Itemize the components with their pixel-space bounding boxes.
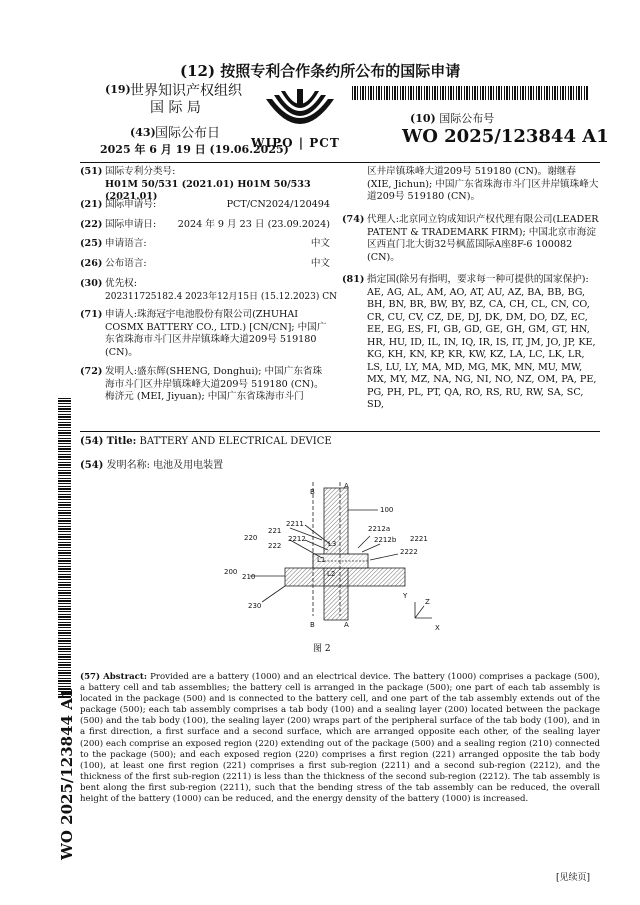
field-label: 申请人: — [105, 309, 138, 320]
abstract — [80, 672, 600, 805]
field-22 — [80, 219, 330, 232]
title-cn-code: (54) — [80, 460, 104, 471]
field-value: 盛东辉(SHENG, Donghui); 中国广东省珠海市斗门区井岸镇珠峰大道209号 519180 (CN)。梅济元 (MEI, Jiyuan); 中国广东省珠海市斗门 — [105, 366, 324, 402]
publication-number: WO 2025/123844 A1 — [402, 126, 609, 147]
abstract-code: (57) — [80, 672, 101, 682]
label-2212a: 2212a — [368, 525, 391, 533]
label-221: 221 — [268, 527, 282, 535]
figure-caption: 图 2 — [313, 644, 331, 654]
field-value: 中文 — [310, 238, 330, 249]
field-label: 国际申请日: — [105, 219, 157, 230]
label-2211: 2211 — [286, 520, 304, 528]
side-publication-number: WO 2025/123844 A1 — [58, 687, 76, 860]
field-label: 国际专利分类号: — [105, 166, 176, 177]
label-2212b: 2212b — [374, 536, 397, 544]
pubno-code: (10) — [410, 112, 436, 125]
field-label: 国际申请号: — [105, 199, 157, 210]
field-value: 中文 — [310, 258, 330, 269]
continued-marker: [见续页] — [556, 873, 591, 883]
label-210: 210 — [242, 573, 256, 581]
label-2221: 2221 — [410, 535, 428, 543]
field-code: (22) — [80, 219, 103, 230]
org-code: (19) — [105, 83, 131, 96]
title-label: Title: — [106, 436, 137, 447]
label-230: 230 — [248, 602, 262, 610]
label-l3: L3 — [328, 540, 337, 548]
field-code: (25) — [80, 238, 103, 249]
field-label: 公布语言: — [105, 258, 147, 269]
field-code: (81) — [342, 274, 365, 285]
pubdate-value: 2025 年 6 月 19 日 (19.06.2025) — [100, 143, 289, 156]
field-label: 代理人: — [367, 214, 400, 225]
header-divider — [80, 162, 600, 163]
field-value: H01M 50/531 (2021.01) H01M 50/533 (2021.01) — [105, 178, 311, 202]
wipo-pct-label: WIPO | PCT — [251, 136, 340, 150]
title-divider — [80, 431, 600, 432]
label-100: 100 — [380, 506, 394, 514]
title-cn-label: 发明名称: — [106, 460, 150, 471]
label-2212: 2212 — [288, 535, 306, 543]
label-b-bot: B — [310, 621, 315, 629]
field-code: (51) — [80, 166, 103, 177]
field-label: 发明人: — [105, 366, 138, 377]
label-222: 222 — [268, 542, 282, 550]
field-81 — [342, 274, 600, 412]
field-value: 2024 年 9 月 23 日 (23.09.2024) — [177, 219, 330, 230]
abstract-text: Provided are a battery (1000) and an electrical device. The battery (1000) comprises a package (500), a battery cell and tab assemblies; the battery cell is arranged in the package (500); one part of each tab assembly is located in the package (500) and is connected to the battery cell, and one part of the tab assembly extends out of the package (500); each tab assembly comprises a tab body (100) and a sealing layer (200) located between the package (500) and the tab body (100), the sealing layer (200) wraps part of the peripheral surface of the tab body (100), and in a first direction, a first surface and a second surface, which are arranged opposite each other, of the sealing layer (200) each comprise an exposed region (220) extending out of the package (500) and a sealing region (210) connected to the package (500); and each exposed region (220) comprises a first region (221) arranged opposite the tab body (100), at least one first region (221) comprises a first sub-region (2211) and a second sub-region (2212), and the thickness of the first sub-region (2211) is less than the thickness of the second sub-region (2212). The tab assembly is bent along the first sub-region (2211), such that the bending stress of the tab assembly can be reduced, the overall height of the battery (1000) can be reduced, and the energy density of the battery (1000) is increased. — [80, 672, 600, 805]
abstract-label: Abstract: — [103, 672, 148, 682]
field-label: 指定国(除另有指明，要求每一种可提供的国家保护): — [367, 274, 589, 285]
document-type: (12) 按照专利合作条约所公布的国际申请 — [180, 62, 461, 80]
pubdate-label: 国际公布日 — [155, 126, 221, 141]
title-cn-value: 电池及用电装置 — [153, 460, 224, 471]
pubno-header — [410, 110, 494, 126]
field-72-cont — [367, 166, 600, 204]
field-value: 区井岸镇珠峰大道209号 519180 (CN)。谢继春 (XIE, Jichun); 中国广东省珠海市斗门区井岸镇珠峰大道209号 519180 (CN)。 — [367, 166, 599, 202]
pubdate-code: (43) — [130, 126, 156, 139]
field-code: (71) — [80, 309, 103, 320]
field-label: 优先权: — [105, 278, 138, 289]
org-sub: 国 际 局 — [150, 100, 201, 116]
field-code: (21) — [80, 199, 103, 210]
field-value: AE, AG, AL, AM, AO, AT, AU, AZ, BA, BB, BG, BH, BN, BR, BW, BY, BZ, CA, CH, CL, CN, CO, CR, CU, CV, CZ, DE, DJ, DK, DM, DO, DZ, EC, EE, EG, ES, FI, GB, GD, GE, GH, GM, GT, HN, HR, HU, ID, IL, IN, IQ, IR, IS, IT, JM, JO, JP, KE, KG, KH, KN, KP, KR, KW, KZ, LA, LC, LK, LR, LS, LU, LY, MA, MD, MG, MK, MN, MU, MW, MX, MY, MZ, NA, NG, NI, NO, NZ, OM, PA, PE, PG, PH, PL, PT, QA, RO, RS, RU, RW, SA, SC, SD, — [367, 286, 597, 410]
field-value: 北京同立钧成知识产权代理有限公司(LEADER PATENT & TRADEMARK FIRM); 中国北京市海淀区西直门北大街32号枫蓝国际A座8F-6 100082 (CN)。 — [367, 214, 599, 263]
title-code: (54) — [80, 436, 104, 447]
label-a-top: A — [344, 482, 349, 490]
axis-x-label: X — [435, 624, 440, 632]
side-barcode — [58, 398, 71, 698]
title-en — [80, 436, 332, 447]
field-code: (30) — [80, 278, 103, 289]
field-code: (72) — [80, 366, 103, 377]
field-71 — [80, 309, 330, 359]
axis-y-label: Y — [403, 592, 408, 600]
axis-z-label: Z — [425, 598, 430, 606]
field-26 — [80, 258, 330, 271]
sealing-region-210 — [285, 568, 405, 586]
org-name: 世界知识产权组织 — [130, 83, 242, 99]
title-value: BATTERY AND ELECTRICAL DEVICE — [139, 436, 332, 447]
pubno-label: 国际公布号 — [439, 112, 495, 125]
label-2222: 2222 — [400, 548, 418, 556]
label-a-bot: A — [344, 621, 349, 629]
field-code: (26) — [80, 258, 103, 269]
top-barcode — [352, 86, 588, 100]
field-value: PCT/CN2024/120494 — [226, 199, 330, 210]
field-25 — [80, 238, 330, 251]
field-30 — [80, 278, 338, 303]
title-cn — [80, 456, 223, 471]
label-220: 220 — [244, 534, 258, 542]
field-21 — [80, 199, 330, 212]
figure-2-drawing — [210, 478, 450, 636]
field-51 — [80, 166, 330, 204]
field-value: 202311725182.4 2023年12月15日 (15.12.2023) CN — [105, 291, 338, 302]
field-72 — [80, 366, 330, 404]
label-l1: L1 — [317, 556, 326, 564]
label-200: 200 — [224, 568, 238, 576]
field-label: 申请语言: — [105, 238, 147, 249]
field-code: (74) — [342, 214, 365, 225]
field-value: 珠海冠宇电池股份有限公司(ZHUHAI COSMX BATTERY CO., LTD.) [CN/CN]; 中国广东省珠海市斗门区井岸镇珠峰大道209号 519180 (CN)。 — [105, 309, 327, 358]
field-74 — [342, 214, 600, 264]
label-b-top: B — [310, 488, 315, 496]
label-l2: L2 — [327, 570, 336, 578]
